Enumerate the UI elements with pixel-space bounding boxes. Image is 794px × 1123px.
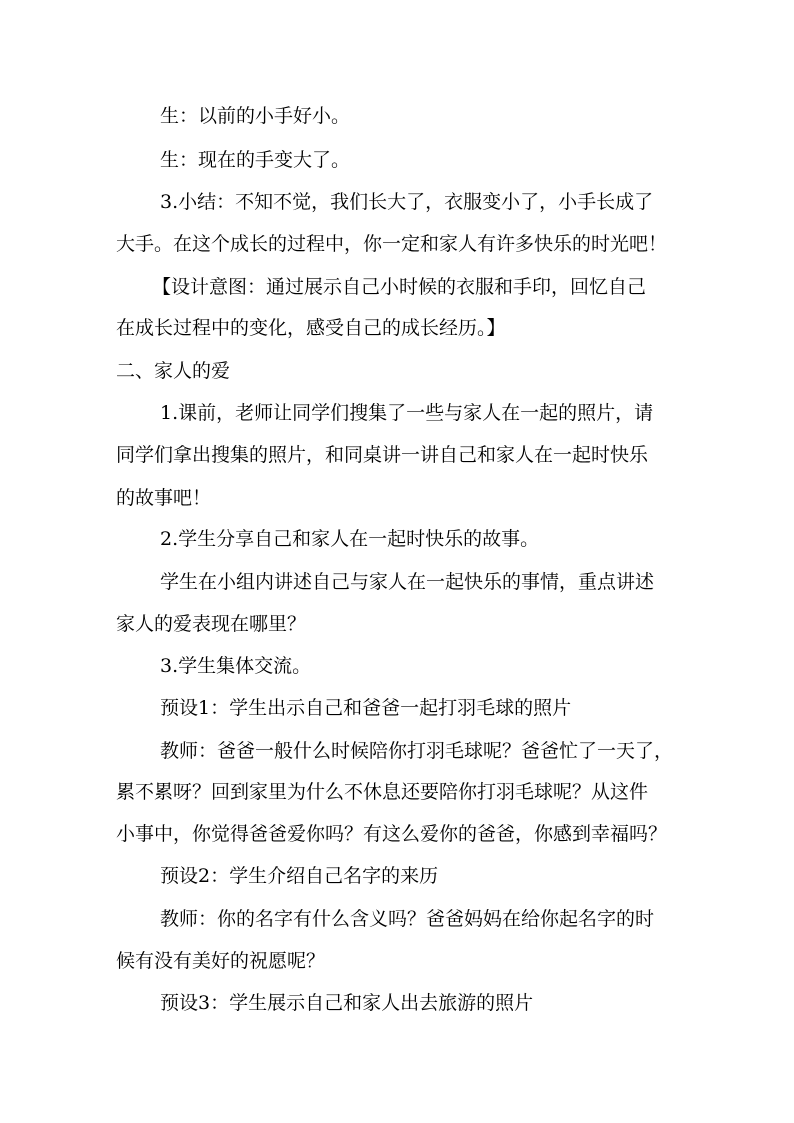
text-line: 候有没有美好的祝愿呢？ <box>116 950 326 972</box>
text-line: 预设2：学生介绍自己名字的来历 <box>160 865 439 887</box>
text-line: 教师：你的名字有什么含义吗？爸爸妈妈在给你起名字的时 <box>160 908 655 930</box>
text-line: 小事中，你觉得爸爸爱你吗？有这么爱你的爸爸，你感到幸福吗？ <box>116 823 668 845</box>
text-line: 学生在小组内讲述自己与家人在一起快乐的事情，重点讲述 <box>160 571 655 593</box>
design-intent-line: 【设计意图：通过展示自己小时候的衣服和手印，回忆自己 <box>152 276 647 298</box>
section-heading: 二、家人的爱 <box>116 360 231 382</box>
text-line: 同学们拿出搜集的照片，和同桌讲一讲自己和家人在一起时快乐 <box>116 444 649 466</box>
text-line: 预设3：学生展示自己和家人出去旅游的照片 <box>160 992 534 1014</box>
text-line: 3.学生集体交流。 <box>160 655 312 677</box>
text-line: 生：以前的小手好小。 <box>160 105 351 127</box>
text-line: 预设1：学生出示自己和爸爸一起打羽毛球的照片 <box>160 697 572 719</box>
text-line: 生：现在的手变大了。 <box>160 149 351 171</box>
text-line: 家人的爱表现在哪里？ <box>116 613 307 635</box>
design-intent-line: 在成长过程中的变化，感受自己的成长经历。】 <box>116 317 506 339</box>
text-line: 的故事吧！ <box>116 487 212 509</box>
text-line: 大手。在这个成长的过程中，你一定和家人有许多快乐的时光吧！ <box>116 233 668 255</box>
text-line: 教师：爸爸一般什么时候陪你打羽毛球呢？爸爸忙了一天了， <box>160 740 674 762</box>
text-line: 1.课前，老师让同学们搜集了一些与家人在一起的照片，请 <box>160 402 654 424</box>
text-line: 累不累呀？回到家里为什么不休息还要陪你打羽毛球呢？从这件 <box>116 781 649 803</box>
text-line: 2.学生分享自己和家人在一起时快乐的故事。 <box>160 528 540 550</box>
text-line: 3.小结：不知不觉，我们长大了，衣服变小了，小手长成了 <box>160 191 654 213</box>
